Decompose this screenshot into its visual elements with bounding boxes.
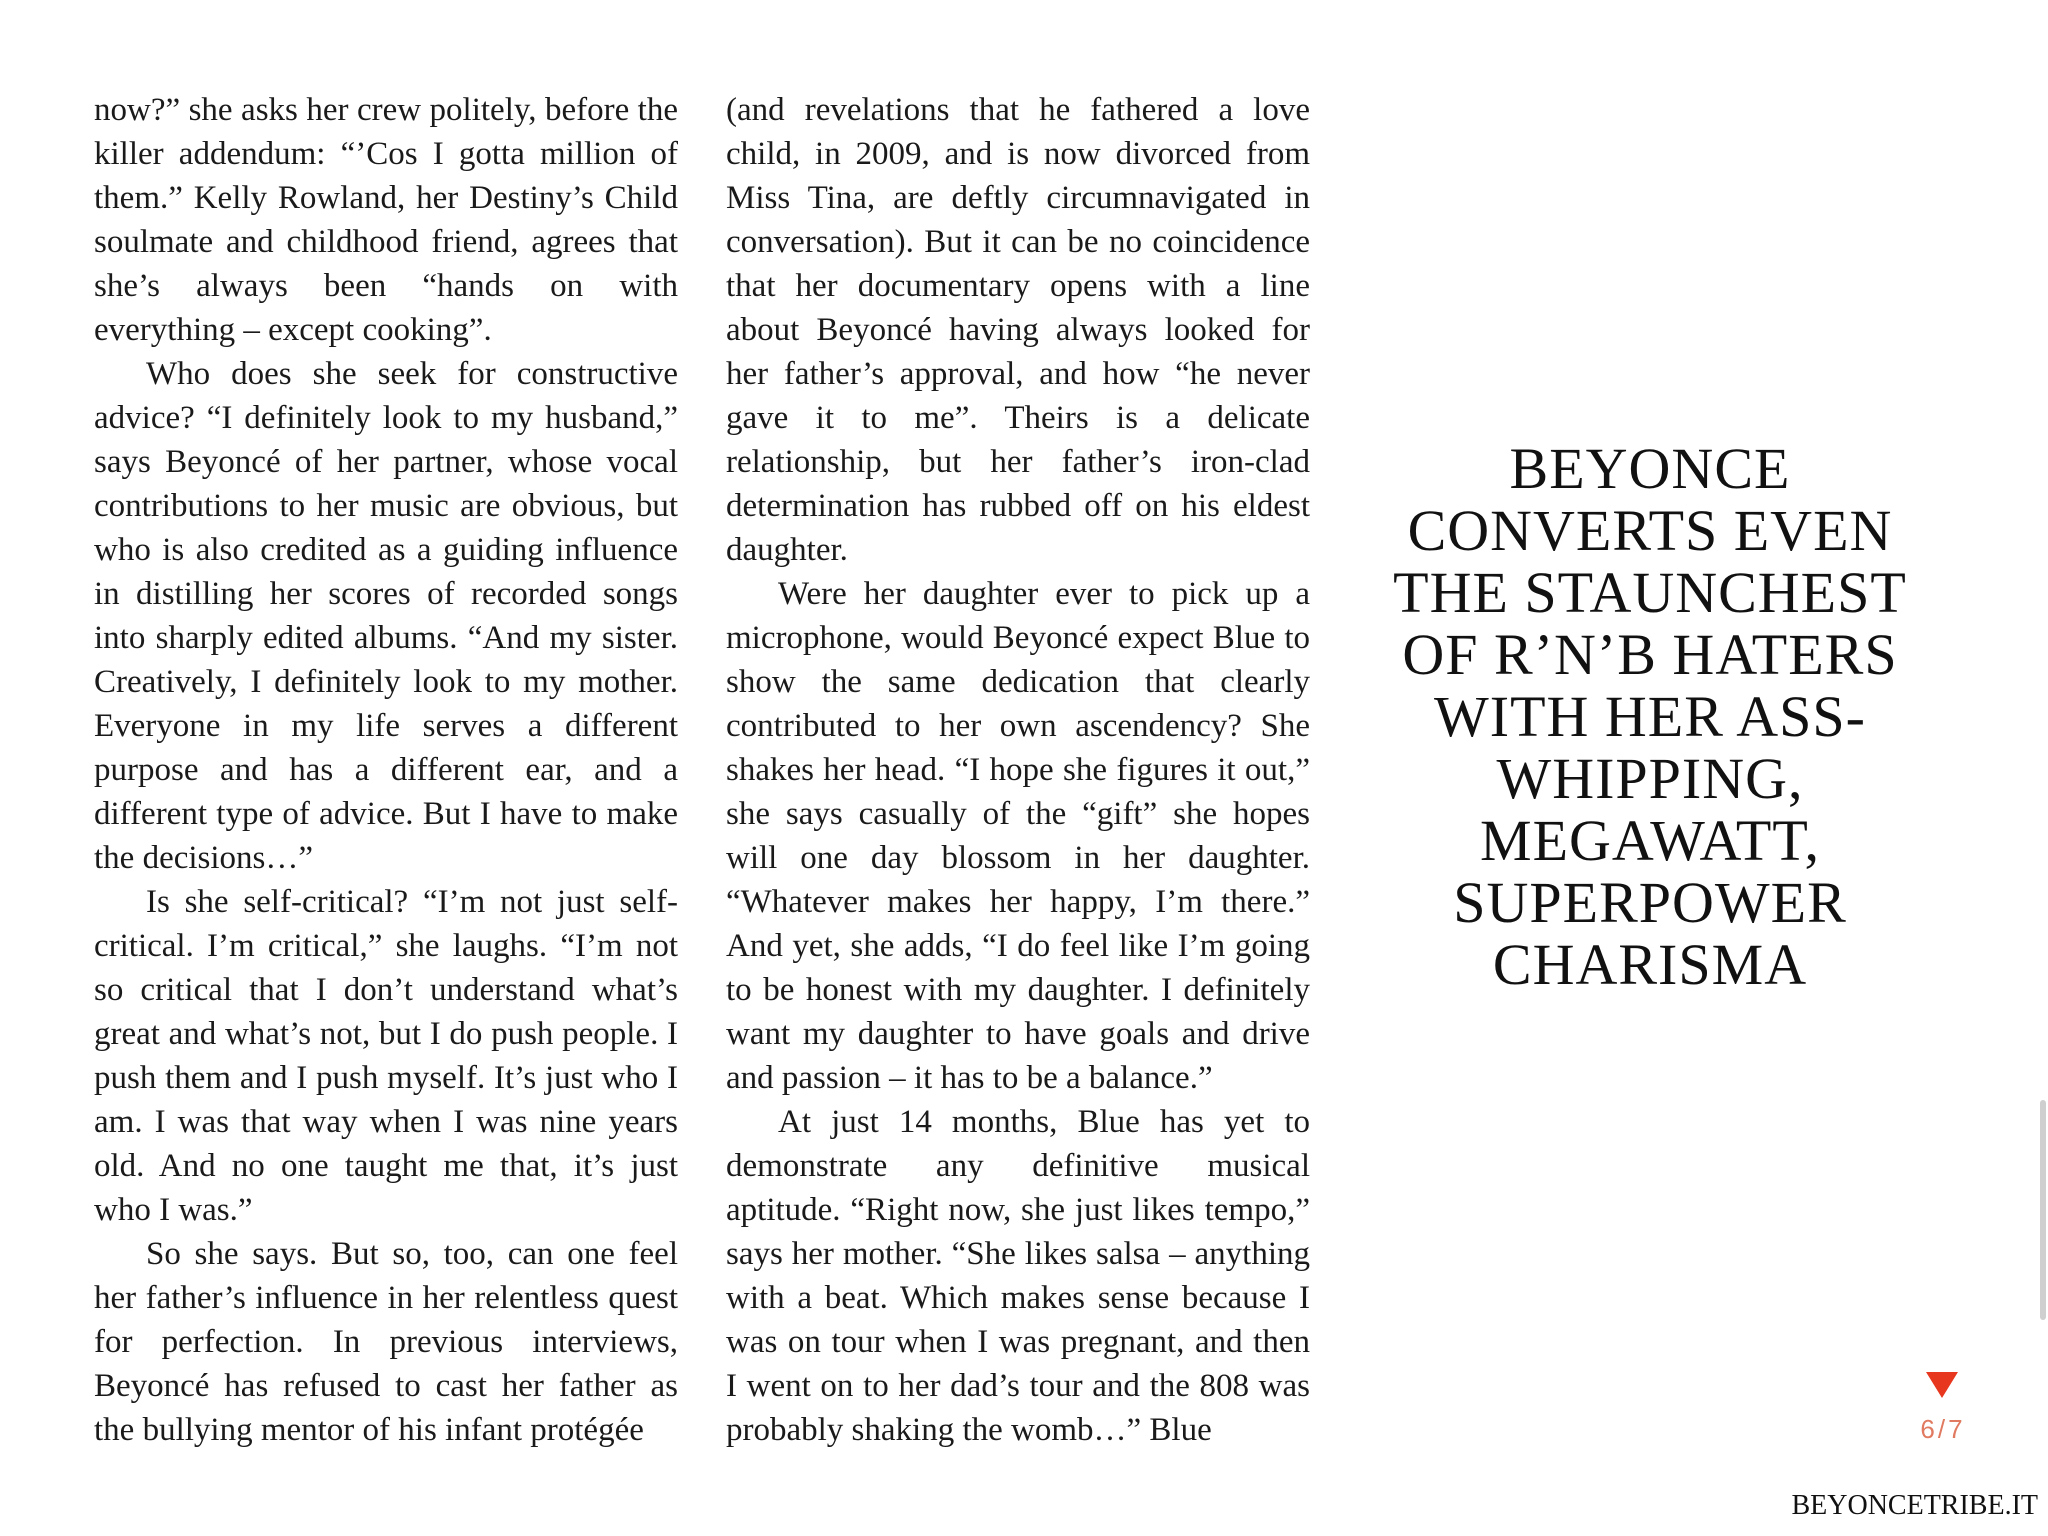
- paragraph: Who does she seek for constructive advice? “I definitely look to my husband,” says Beyoncé of her partner, whose vocal contributions to her music are obvious, but who is also credited as a guiding influence in distilling her scores of recorded songs into sharply edited albums. “And my sister. Creatively, I definitely look to my mother. Everyone in my life serves a different purpose and has a different ear, and a different type of advice. But I have to make the decisions…”: [94, 356, 678, 876]
- article-column-left: [94, 88, 678, 1452]
- paragraph: Were her daughter ever to pick up a microphone, would Beyoncé expect Blue to show the same dedication that clearly contributed to her own ascendency? She shakes her head. “I hope she figures it out,” she says casually of the “gift” she hopes will one day blossom in her daughter. “Whatever makes her happy, I’m there.” And yet, she adds, “I do feel like I’m going to be honest with my daughter. I definitely want my daughter to have goals and drive and passion – it has to be a balance.”: [726, 576, 1310, 1096]
- triangle-down-icon[interactable]: [1926, 1372, 1958, 1398]
- paragraph: So she says. But so, too, can one feel her father’s influence in her relentless quest for perfection. In previous interviews, Beyoncé has refused to cast her father as the bullying mentor of his infant protégée: [94, 1236, 678, 1448]
- page-indicator: 6/7: [1920, 1414, 1966, 1444]
- scrollbar[interactable]: [2040, 1100, 2046, 1320]
- watermark: BEYONCETRIBE.IT: [1791, 1490, 2038, 1521]
- paragraph: (and revelations that he fathered a love child, in 2009, and is now divorced from Miss Tina, are deftly circumnavigated in conversation). But it can be no coincidence that her documentary opens with a line about Beyoncé having always looked for her father’s approval, and how “he never gave it to me”. Theirs is a delicate relationship, but her father’s iron-clad determination has rubbed off on his eldest daughter.: [726, 92, 1310, 568]
- paragraph: now?” she asks her crew politely, before the killer addendum: “’Cos I gotta million of them.” Kelly Rowland, her Destiny’s Child soulmate and childhood friend, agrees that she’s always been “hands on with everything – except cooking”.: [94, 92, 678, 348]
- pull-quote: BEYONCE CONVERTS EVEN THE STAUNCHEST OF R’N’B HATERS WITH HER ASS-WHIPPING, MEGAWATT, SUPERPOWER CHARISMA: [1393, 436, 1907, 997]
- paragraph: Is she self-critical? “I’m not just self-critical. I’m critical,” she laughs. “I’m not so critical that I don’t understand what’s great and what’s not, but I do push people. I push them and I push myself. It’s just who I am. I was that way when I was nine years old. And no one taught me that, it’s just who I was.”: [94, 884, 678, 1228]
- article-column-middle: [726, 88, 1310, 1452]
- paragraph: At just 14 months, Blue has yet to demonstrate any definitive musical aptitude. “Right now, she just likes tempo,” says her mother. “She likes salsa – anything with a beat. Which makes sense because I was on tour when I was pregnant, and then I went on to her dad’s tour and the 808 was probably shaking the womb…” Blue: [726, 1104, 1310, 1448]
